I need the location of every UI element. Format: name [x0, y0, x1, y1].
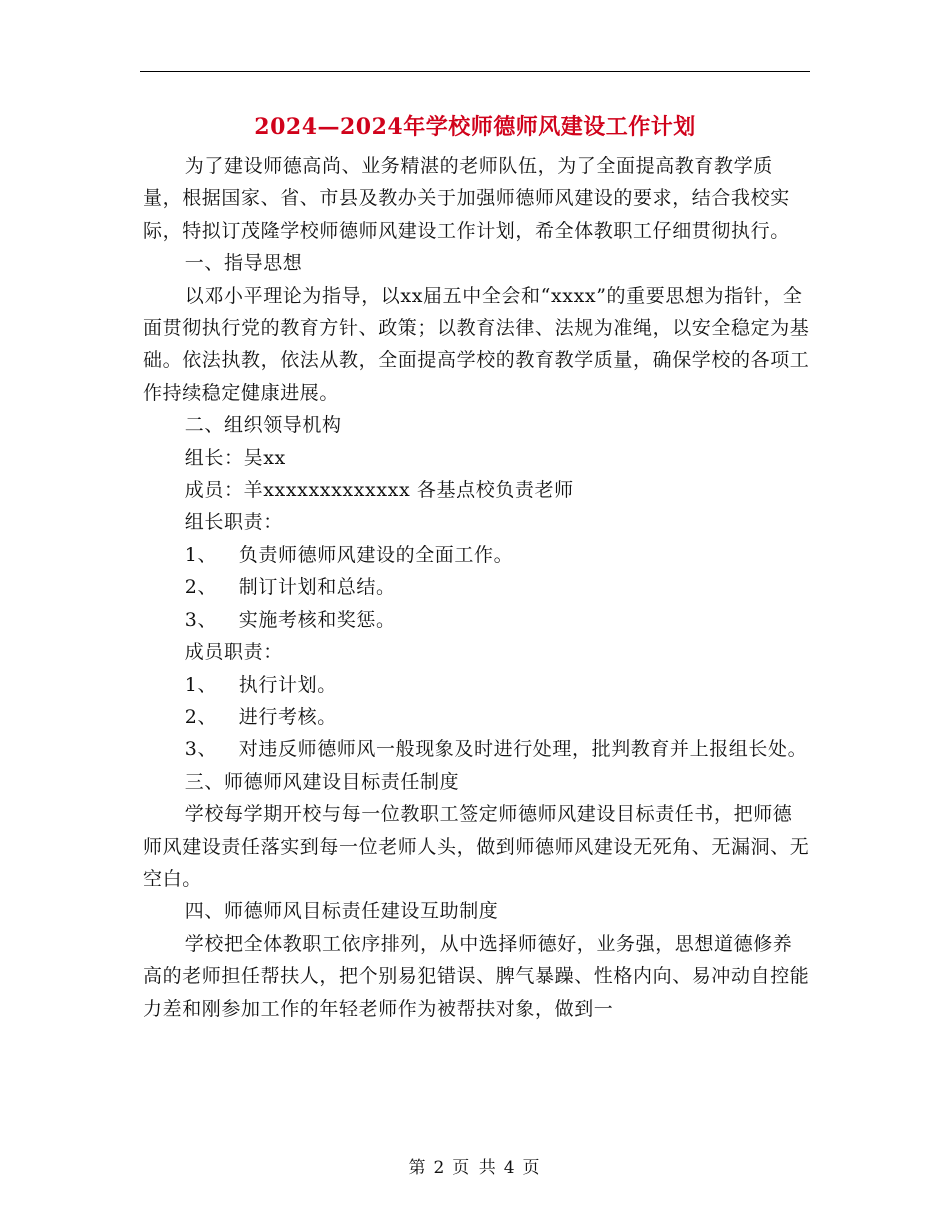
page-footer — [0, 1153, 950, 1178]
paragraph-guiding-ideology: 以邓小平理论为指导，以xx届五中全会和“xxxx”的重要思想为指针，全面贯彻执行党的教育方针、政策；以教育法律、法规为准绳，以安全稳定为基础。依法执教，依法从教，全面提高学校的教育教学质量，确保学校的各项工作持续稳定健康进展。 — [143, 284, 810, 404]
item-number: 2、 — [184, 576, 218, 599]
group-leader-line: 组长：吴xx — [184, 446, 286, 469]
section-heading-responsibility: 三、师德师风建设目标责任制度 — [184, 770, 460, 793]
section-heading-mutual-aid: 四、师德师风目标责任建设互助制度 — [184, 900, 499, 923]
item-text: 实施考核和奖惩。 — [238, 608, 396, 631]
item-number: 1、 — [184, 543, 218, 566]
member-duty-item — [143, 701, 810, 733]
total-page-count: 4 — [503, 1158, 517, 1178]
footer-suffix: 页 — [522, 1158, 542, 1178]
paragraph-mutual-aid: 学校把全体教职工依序排列，从中选择师德好，业务强，思想道德修养高的老师担任帮扶人，把个别易犯错误、脾气暴躁、性格内向、易冲动自控能力差和刚参加工作的年轻老师作为被帮扶对象，做到一 — [143, 932, 810, 1020]
item-text: 对违反师德师风一般现象及时进行处理，批判教育并上报组长处。 — [238, 738, 808, 761]
item-text: 制订计划和总结。 — [238, 576, 396, 599]
leader-duties-heading: 组长职责： — [184, 511, 283, 534]
section-heading-guiding-ideology: 一、指导思想 — [184, 252, 303, 275]
item-text: 负责师德师风建设的全面工作。 — [238, 543, 514, 566]
current-page-number: 2 — [433, 1158, 447, 1178]
leader-duty-item — [143, 571, 810, 603]
item-number: 3、 — [184, 608, 218, 631]
member-duties-heading: 成员职责： — [184, 641, 283, 664]
document-title: 2024—2024年学校师德师风建设工作计划 — [254, 114, 696, 140]
item-number: 1、 — [184, 673, 218, 696]
leader-duty-item — [143, 604, 810, 636]
section-heading-organization: 二、组织领导机构 — [184, 414, 342, 437]
item-text: 执行计划。 — [238, 673, 337, 696]
item-number: 2、 — [184, 705, 218, 728]
leader-duty-item — [143, 539, 810, 571]
footer-prefix: 第 — [408, 1158, 428, 1178]
paragraph-responsibility: 学校每学期开校与每一位教职工签定师德师风建设目标责任书，把师德师风建设责任落实到每一位老师人头，做到师德师风建设无死角、无漏洞、无空白。 — [143, 803, 810, 890]
header-rule — [140, 71, 810, 72]
footer-middle: 页 共 — [452, 1158, 498, 1178]
member-duty-item — [143, 733, 810, 765]
group-members-line: 成员：羊xxxxxxxxxxxxx 各基点校负责老师 — [184, 479, 574, 502]
item-text: 进行考核。 — [238, 705, 337, 728]
member-duty-item — [143, 669, 810, 701]
document-body — [143, 150, 810, 1025]
paragraph-intro: 为了建设师德高尚、业务精湛的老师队伍，为了全面提高教育教学质量，根据国家、省、市县及教办关于加强师德师风建设的要求，结合我校实际，特拟订茂隆学校师德师风建设工作计划，希全体教职工仔细贯彻执行。 — [143, 155, 790, 242]
item-number: 3、 — [184, 738, 218, 761]
